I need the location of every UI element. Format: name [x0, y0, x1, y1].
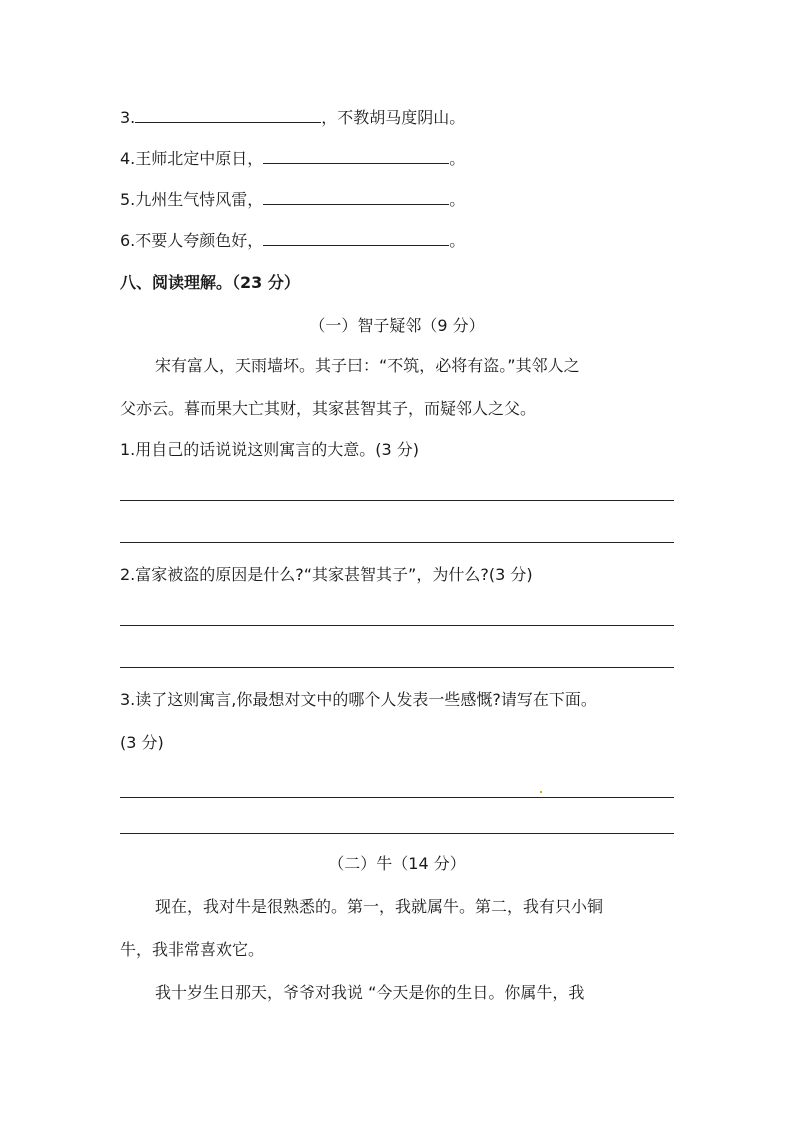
poem-item-6-end: 。: [449, 231, 466, 250]
passage-1-text-line-2: 父亦云。暮而果大亡其财，其家甚智其子，而疑邻人之父。: [120, 399, 537, 418]
poem-item-5: [120, 190, 465, 210]
passage-2-title: （二）牛（14 分）: [328, 854, 466, 873]
poem-item-4-end: 。: [449, 149, 466, 168]
answer-blank[interactable]: [263, 149, 449, 164]
answer-blank[interactable]: [263, 231, 449, 246]
poem-item-3-text: ，不教胡马度阴山。: [321, 108, 466, 127]
poem-item-4: [120, 149, 465, 169]
question-1: 1.用自己的话说说这则寓言的大意。(3 分): [120, 440, 420, 459]
poem-item-4-text: 4.王师北定中原日，: [120, 149, 264, 168]
poem-item-6: [120, 231, 465, 251]
question-3-line-2: (3 分): [120, 733, 164, 752]
passage-2-text-line-2: 牛，我非常喜欢它。: [120, 940, 265, 959]
answer-line[interactable]: [120, 833, 674, 834]
answer-line[interactable]: [120, 797, 674, 798]
passage-2-text-line-3: 我十岁生日那天，爷爷对我说 “今天是你的生日。你属牛，我: [155, 983, 585, 1002]
poem-item-6-text: 6.不要人夸颜色好，: [120, 231, 264, 250]
answer-line[interactable]: [120, 542, 674, 543]
poem-item-5-end: 。: [449, 190, 466, 209]
answer-line[interactable]: [120, 667, 674, 668]
passage-1-text-line-1: 宋有富人，天雨墙坏。其子曰：“不筑，必将有盗。”其邻人之: [155, 356, 580, 375]
stray-dot: [540, 791, 542, 793]
section-heading: 八、阅读理解。（23 分）: [120, 273, 300, 292]
poem-item-3-number: 3.: [120, 108, 136, 127]
passage-1-title: （一）智子疑邻（9 分）: [309, 316, 485, 335]
poem-item-3: [120, 108, 465, 128]
question-2: 2.富家被盗的原因是什么?“其家甚智其子”，为什么?(3 分): [120, 565, 533, 584]
answer-line[interactable]: [120, 625, 674, 626]
passage-2-text-line-1: 现在，我对牛是很熟悉的。第一，我就属牛。第二，我有只小铜: [155, 897, 604, 916]
answer-blank[interactable]: [263, 190, 449, 205]
answer-blank[interactable]: [135, 108, 321, 123]
answer-line[interactable]: [120, 500, 674, 501]
poem-item-5-text: 5.九州生气恃风雷，: [120, 190, 264, 209]
question-3-line-1: 3.读了这则寓言,你最想对文中的哪个人发表一些感慨?请写在下面。: [120, 690, 597, 709]
